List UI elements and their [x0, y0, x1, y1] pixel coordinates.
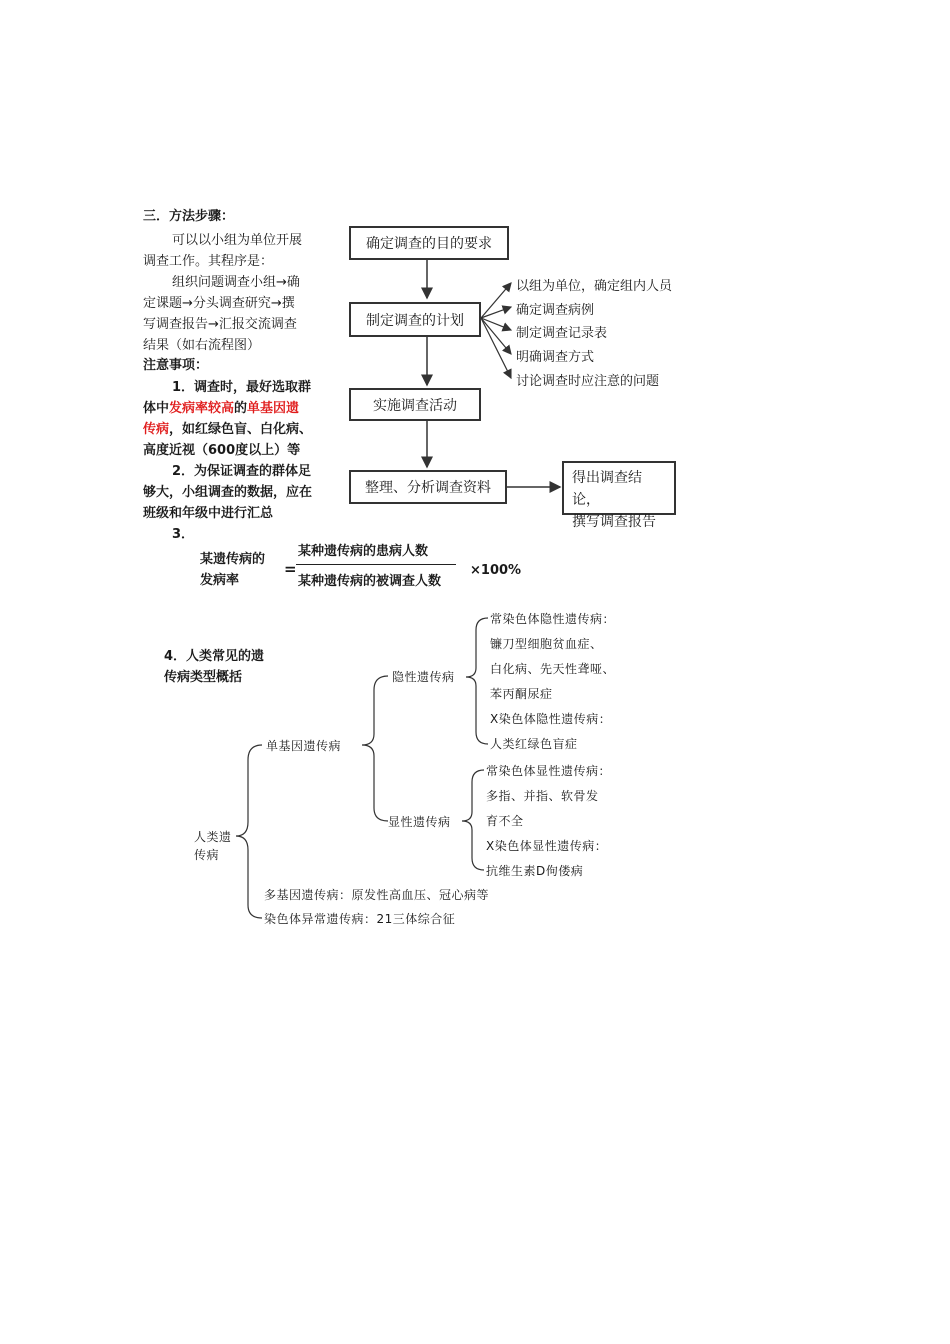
tree-dominant: 显性遗传病 — [388, 815, 451, 829]
method-line: 组织问题调查小组→确 — [172, 275, 300, 290]
note-line: 1．调查时，最好选取群 — [172, 380, 312, 395]
note-line: 高度近视（600度以上）等 — [143, 443, 301, 458]
dominant-item: 多指、并指、软骨发 — [486, 789, 599, 803]
tree-root: 人类遗 — [194, 830, 232, 844]
method-heading: 三．方法步骤： — [143, 209, 235, 224]
single-gene-brace — [362, 676, 388, 821]
tree-title: 传病类型概括 — [164, 670, 243, 685]
dominant-item: 常染色体显性遗传病： — [486, 764, 612, 778]
tree-multi-gene: 多基因遗传病：原发性高血压、冠心病等 — [264, 888, 490, 902]
note-highlight: 单基因遗 — [247, 401, 300, 416]
dominant-item: X染色体显性遗传病： — [486, 839, 608, 853]
formula-times: ×100% — [470, 563, 522, 578]
recessive-item: 白化病、先天性聋哑、 — [490, 662, 616, 676]
plan-item: 制定调查记录表 — [516, 326, 608, 341]
notes-heading: 注意事项： — [143, 358, 209, 373]
plan-item: 以组为单位，确定组内人员 — [516, 279, 673, 294]
root-brace — [236, 745, 262, 918]
note-line: 班级和年级中进行汇总 — [143, 506, 274, 521]
recessive-item: X染色体隐性遗传病： — [490, 712, 612, 726]
flow-step-implement: 实施调查活动 — [349, 388, 481, 421]
recessive-item: 苯丙酮尿症 — [490, 687, 553, 701]
note-highlight: 传病 — [143, 422, 170, 437]
formula-numerator: 某种遗传病的患病人数 — [298, 544, 429, 559]
dominant-item: 抗维生素D佝偻病 — [486, 864, 584, 878]
tree-title: 4．人类常见的遗 — [164, 649, 265, 664]
flow-step-plan: 制定调查的计划 — [349, 302, 481, 337]
tree-recessive: 隐性遗传病 — [392, 670, 455, 684]
flow-result-line: 得出调查结论， — [572, 470, 642, 508]
recessive-item: 人类红绿色盲症 — [490, 737, 578, 751]
method-line: 可以以小组为单位开展 — [172, 233, 303, 248]
plan-item: 明确调查方式 — [516, 350, 595, 365]
note-text: 体中 — [143, 401, 170, 416]
note-line: 够大，小组调查的数据，应在 — [143, 485, 313, 500]
flow-result-line: 撰写调查报告 — [572, 514, 656, 530]
method-line: 结果（如右流程图） — [143, 338, 261, 353]
formula-lhs: 某遗传病的 — [200, 552, 266, 567]
tree-chromosome: 染色体异常遗传病：21三体综合征 — [264, 912, 456, 926]
note-highlight: 发病率较高 — [169, 401, 235, 416]
note-line: 3． — [172, 527, 195, 542]
method-line: 定课题→分头调查研究→撰 — [143, 296, 295, 311]
recessive-item: 常染色体隐性遗传病： — [490, 612, 616, 626]
flow-step-purpose: 确定调查的目的要求 — [349, 226, 509, 260]
method-line: 写调查报告→汇报交流调查 — [143, 317, 297, 332]
formula-denominator: 某种遗传病的被调查人数 — [298, 574, 442, 589]
plan-item: 确定调查病例 — [516, 303, 595, 318]
dominant-brace — [462, 770, 484, 870]
flow-step-analyze: 整理、分析调查资料 — [349, 470, 507, 504]
dominant-item: 育不全 — [486, 814, 524, 828]
recessive-item: 镰刀型细胞贫血症、 — [490, 637, 603, 651]
note-line: 2．为保证调查的群体足 — [172, 464, 312, 479]
recessive-brace — [466, 618, 488, 744]
method-line: 调查工作。其程序是： — [143, 254, 274, 269]
tree-single-gene: 单基因遗传病 — [266, 739, 342, 753]
note-text: 的 — [234, 401, 248, 416]
note-text: ，如红绿色盲、白化病、 — [169, 422, 313, 437]
formula-lhs: 发病率 — [200, 573, 240, 588]
flow-result — [562, 461, 676, 530]
formula-equals: = — [284, 560, 297, 578]
tree-root: 传病 — [194, 848, 220, 862]
plan-item: 讨论调查时应注意的问题 — [516, 374, 660, 389]
